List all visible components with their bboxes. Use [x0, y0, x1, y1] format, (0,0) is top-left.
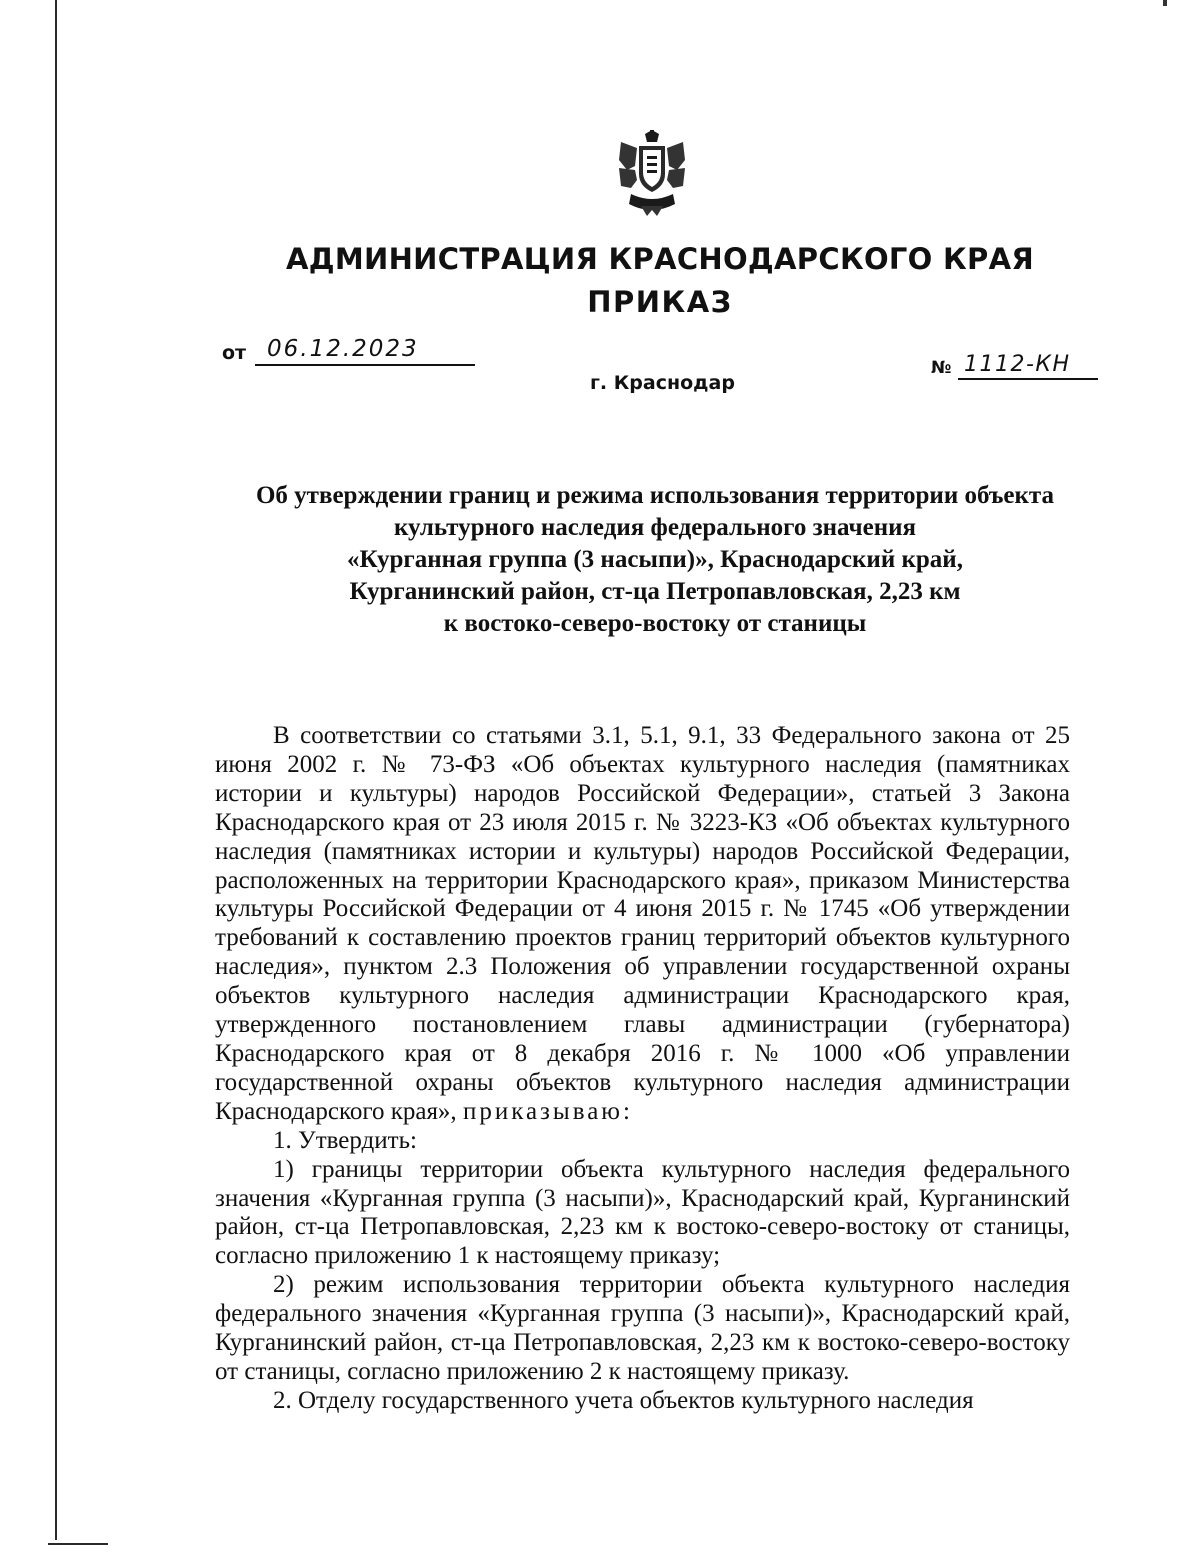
order-word: приказываю: — [462, 1097, 633, 1125]
scan-corner-mark — [1163, 0, 1167, 6]
date-value: 06.12.2023 — [255, 334, 475, 366]
number-label: № — [931, 358, 952, 378]
city-label: г. Краснодар — [590, 372, 735, 394]
item-2: 2. Отделу государственного учета объектов культурного наследия — [273, 1386, 974, 1414]
title-line: культурного наследия федерального значения — [393, 514, 917, 541]
document-body — [215, 722, 1070, 1416]
organization-name: АДМИНИСТРАЦИЯ КРАСНОДАРСКОГО КРАЯ — [286, 242, 1034, 276]
scan-bottom-mark — [48, 1543, 108, 1545]
document-type: ПРИКАЗ — [587, 285, 733, 319]
krasnodar-coat-of-arms-icon — [617, 130, 687, 218]
title-line: Курганинский район, ст-ца Петропавловская, 2,23 км — [349, 578, 961, 605]
preamble-paragraph — [215, 722, 1070, 1127]
scan-left-edge — [55, 0, 57, 1540]
item-1-2: 2) режим использования территории объекта культурного наследия федерального значения «Курганная группа (3 насыпи)», Краснодарский край, Курганинский район, ст-ца Петропавловская, 2,23 км к востоко-северо-востоку от станицы, согласно приложению 2 к настоящему приказу. — [215, 1271, 1070, 1385]
title-line: Об утверждении границ и режима использования территории объекта — [255, 482, 1055, 509]
document-title — [200, 480, 1110, 640]
number-value: 1112-КН — [958, 350, 1098, 380]
item-1-1: 1) границы территории объекта культурного наследия федерального значения «Курганная группа (3 насыпи)», Краснодарский край, Курганинский район, ст-ца Петропавловская, 2,23 км к востоко-северо-востоку от станицы, согласно приложению 1 к настоящему приказу; — [215, 1155, 1070, 1270]
title-line: к востоко-северо-востоку от станицы — [443, 610, 867, 637]
title-line: «Курганная группа (3 насыпи)», Краснодарский край, — [347, 546, 963, 573]
item-1: 1. Утвердить: — [273, 1126, 417, 1154]
preamble-text: В соответствии со статьями 3.1, 5.1, 9.1, 33 Федерального закона от 25 июня 2002 г. № 73-ФЗ «Об объектах культурного наследия (памятниках истории и культуры) народов Российской Федерации», статьей 3 Закона Краснодарского края от 23 июля 2015 г. № 3223-КЗ «Об объектах культурного наследия (памятниках истории и культуры) народов Российской Федерации, расположенных на территории Краснодарского края», приказом Министерства культуры Российской Федерации от 4 июня 2015 г. № 1745 «Об утверждении требований к составлению проектов границ территорий объектов культурного наследия», пунктом 2.3 Положения об управлении государственной охраны объектов культурного наследия администрации Краснодарского края, утвержденного постановлением главы администрации (губернатора) Краснодарского края от 8 декабря 2016 г. № 1000 «Об управлении государственной охраны объектов культурного наследия администрации Краснодарского края», — [215, 722, 1070, 1125]
date-label: от — [222, 342, 247, 364]
